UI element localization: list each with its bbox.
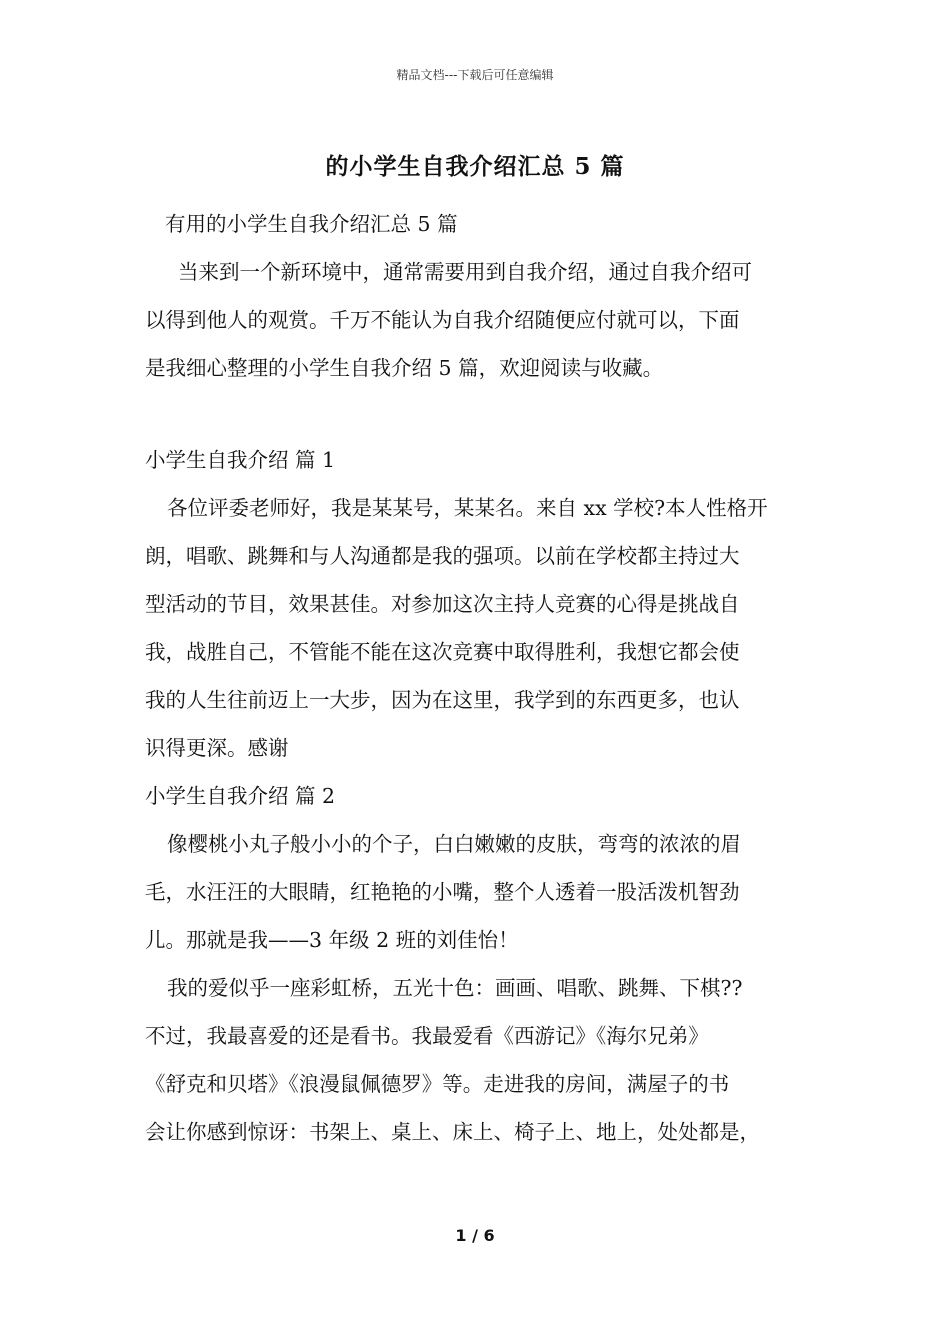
section-heading: 小学生自我介绍 篇 2	[145, 784, 336, 808]
paragraph-line: 像樱桃小丸子般小小的个子，白白嫩嫩的皮肤，弯弯的浓浓的眉	[167, 832, 741, 856]
paragraph-line: 朗，唱歌、跳舞和与人沟通都是我的强项。以前在学校都主持过大	[145, 544, 740, 568]
paragraph-line: 型活动的节目，效果甚佳。对参加这次主持人竞赛的心得是挑战自	[145, 592, 740, 616]
paragraph-line: 我，战胜自己，不管能不能在这次竞赛中取得胜利，我想它都会使	[145, 640, 740, 664]
document-body	[145, 200, 815, 1156]
paragraph-gap	[145, 392, 815, 436]
subtitle: 有用的小学生自我介绍汇总 5 篇	[165, 212, 458, 236]
paragraph-line: 《舒克和贝塔》《浪漫鼠佩德罗》等。走进我的房间，满屋子的书	[145, 1072, 730, 1096]
intro-line: 是我细心整理的小学生自我介绍 5 篇，欢迎阅读与收藏。	[145, 356, 664, 380]
paragraph-line: 儿。那就是我——3 年级 2 班的刘佳怡！	[145, 928, 519, 952]
section-heading: 小学生自我介绍 篇 1	[145, 448, 336, 472]
paragraph-line: 各位评委老师好，我是某某号，某某名。来自 xx 学校?本人性格开	[167, 496, 768, 520]
page-number: 1 / 6	[455, 1226, 495, 1245]
paragraph-line: 会让你感到惊讶：书架上、桌上、床上、椅子上、地上，处处都是，	[145, 1120, 760, 1144]
intro-line: 当来到一个新环境中，通常需要用到自我介绍，通过自我介绍可	[178, 260, 752, 284]
paragraph-line: 毛，水汪汪的大眼睛，红艳艳的小嘴，整个人透着一股活泼机智劲	[145, 880, 740, 904]
document-title: 的小学生自我介绍汇总 5 篇	[325, 153, 625, 180]
paragraph-line: 识得更深。感谢	[145, 736, 289, 760]
paragraph-line: 我的爱似乎一座彩虹桥，五光十色：画画、唱歌、跳舞、下棋??	[167, 976, 743, 1000]
intro-line: 以得到他人的观赏。千万不能认为自我介绍随便应付就可以，下面	[145, 308, 740, 332]
paragraph-line: 我的人生往前迈上一大步，因为在这里，我学到的东西更多，也认	[145, 688, 740, 712]
paragraph-line: 不过，我最喜爱的还是看书。我最爱看《西游记》《海尔兄弟》	[145, 1024, 709, 1048]
page-header: 精品文档---下载后可任意编辑	[396, 68, 554, 82]
